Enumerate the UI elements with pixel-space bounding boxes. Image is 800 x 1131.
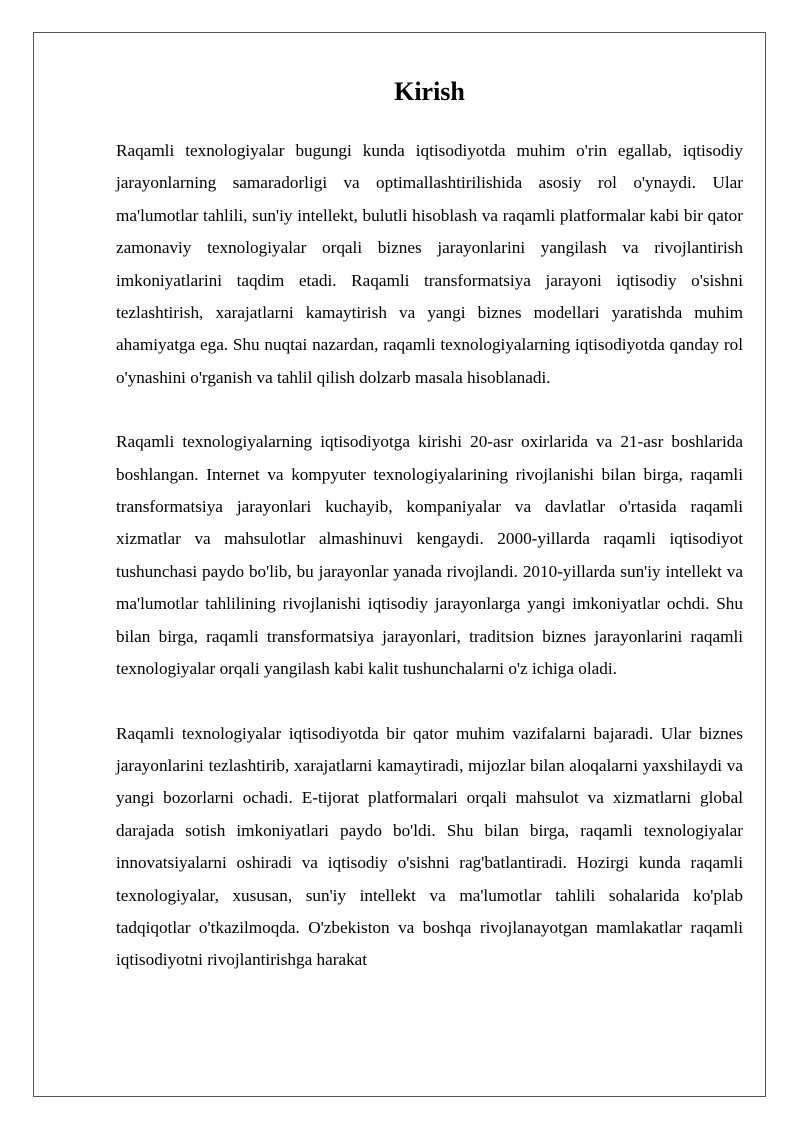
paragraph-3: Raqamli texnologiyalar iqtisodiyotda bir qator muhim vazifalarni bajaradi. Ular biznes jarayonlarini tezlashtirib, xarajatlarni kamaytiradi, mijozlar bilan aloqalarni yaxshilaydi va yangi bozorlarni ochadi. E-tijorat platformalari orqali mahsulot va xizmatlarni global darajada sotish imkoniyatlari paydo bo'ldi. Shu bilan birga, raqamli texnologiyalar innovatsiyalarni oshiradi va iqtisodiy o'sishni rag'batlantiradi. Hozirgi kunda raqamli texnologiyalar, xususan, sun'iy intellekt va ma'lumotlar tahlili sohalarida ko'plab tadqiqotlar o'tkazilmoqda. O'zbekiston va boshqa rivojlanayotgan mamlakatlar raqamli iqtisodiyotni rivojlantirishga harakat (116, 723, 743, 970)
paragraph-2: Raqamli texnologiyalarning iqtisodiyotga kirishi 20-asr oxirlarida va 21-asr boshlarida boshlangan. Internet va kompyuter texnologiyalarining rivojlanishi bilan birga, raqamli transformatsiya jarayonlari kuchayib, kompaniyalar va davlatlar o'rtasida raqamli xizmatlar va mahsulotlar almashinuvi kengaydi. 2000-yillarda raqamli iqtisodiyot tushunchasi paydo bo'lib, bu jarayonlar yanada rivojlandi. 2010-yillarda sun'iy intellekt va ma'lumotlar tahlilining rivojlanishi iqtisodiy jarayonlarga yangi imkoniyatlar ochdi. Shu bilan birga, raqamli transformatsiya jarayonlari, traditsion biznes jarayonlarini raqamli texnologiyalar orqali yangilash kabi kalit tushunchalarni o'z ichiga oladi. (116, 432, 743, 679)
paragraph-1: Raqamli texnologiyalar bugungi kunda iqtisodiyotda muhim o'rin egallab, iqtisodiy jarayonlarning samaradorligi va optimallashtirilishida asosiy rol o'ynaydi. Ular ma'lumotlar tahlili, sun'iy intellekt, bulutli hisoblash va raqamli platformalar kabi bir qator zamonaviy texnologiyalar orqali biznes jarayonlarini yangilash va rivojlantirish imkoniyatlarini taqdim etadi. Raqamli transformatsiya jarayoni iqtisodiy o'sishni tezlashtirish, xarajatlarni kamaytirish va yangi biznes modellari yaratishda muhim ahamiyatga ega. Shu nuqtai nazardan, raqamli texnologiyalarning iqtisodiyotda qanday rol o'ynashini o'rganish va tahlil qilish dolzarb masala hisoblanadi. (116, 141, 743, 387)
document-body (116, 74, 743, 977)
page-title: Kirish (394, 77, 465, 106)
